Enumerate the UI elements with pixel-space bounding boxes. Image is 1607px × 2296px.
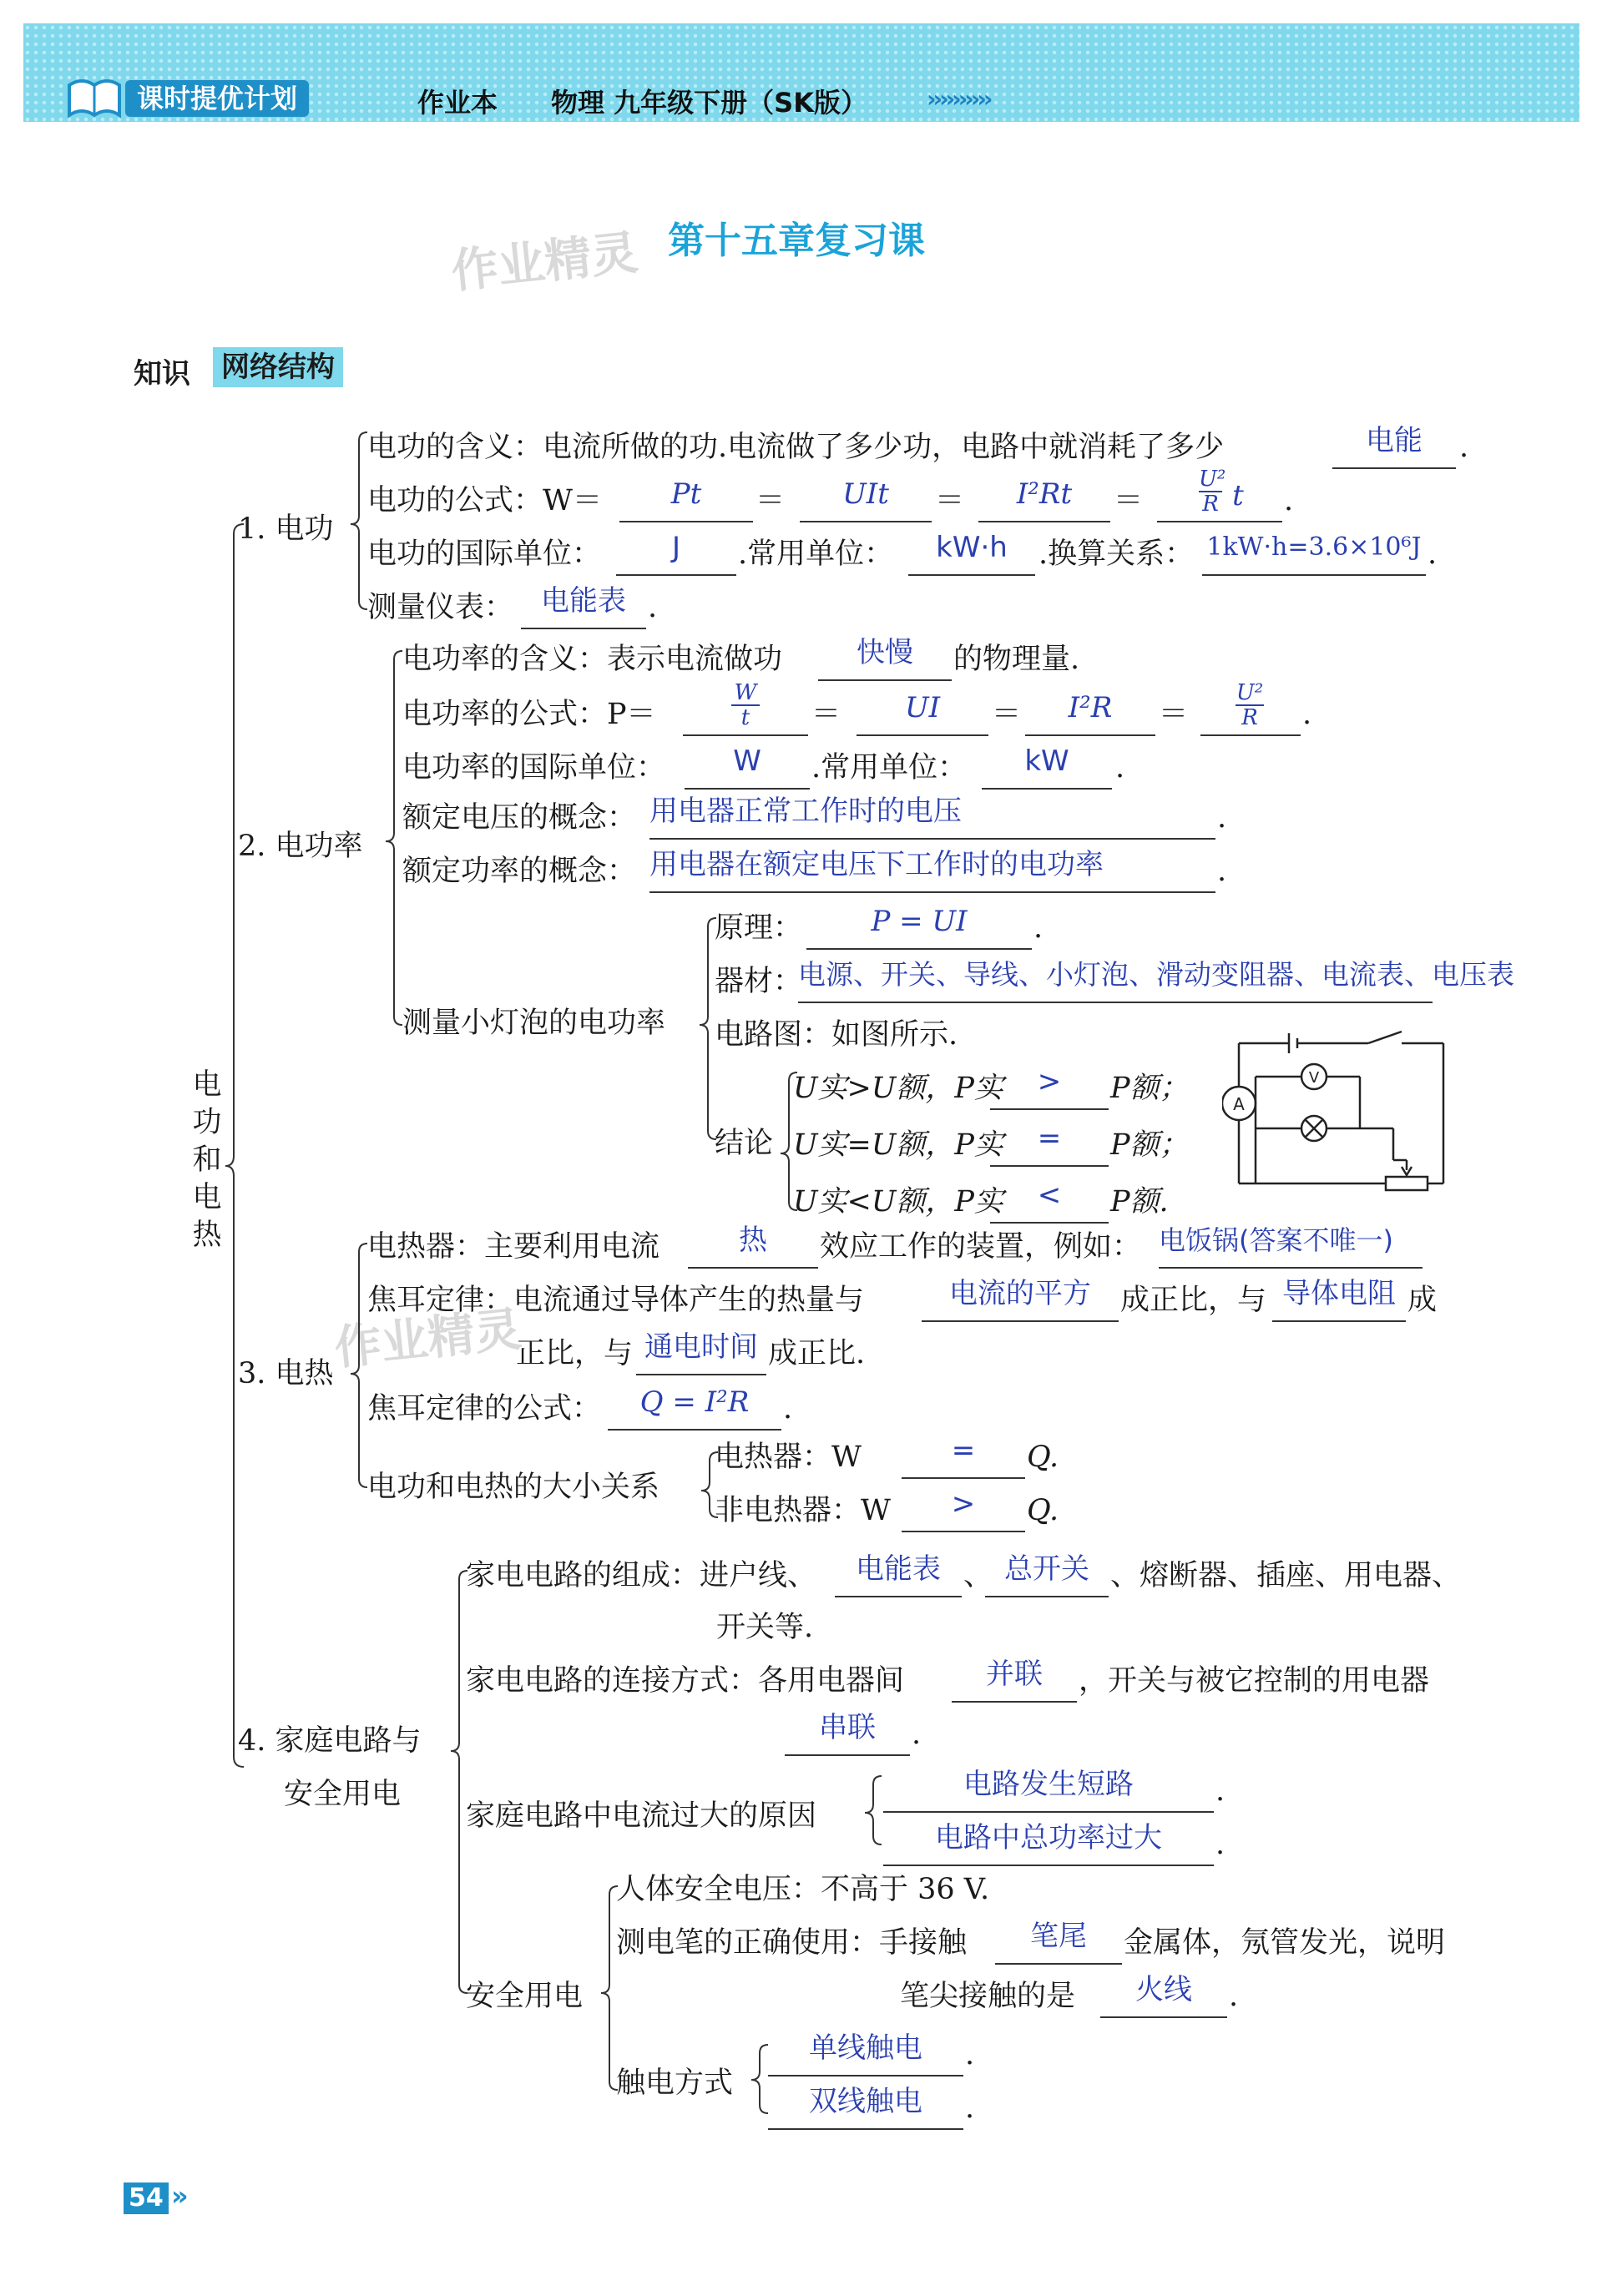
s1-f4-fraction [1199, 467, 1226, 517]
s2-principle: 原理： [715, 911, 803, 945]
s3-joule2: 正比，与 [516, 1337, 634, 1370]
s4-name2: 安全用电 [284, 1778, 402, 1811]
watermark-2: 作业精灵 [331, 1302, 524, 1376]
page-number: 54 [124, 2182, 169, 2214]
book-type: 作业本 [417, 87, 498, 119]
blank [978, 521, 1110, 522]
s2-diagram-label: 电路图：如图所示. [715, 1018, 958, 1052]
period: . [1302, 698, 1312, 731]
eq: ＝ [1114, 484, 1144, 517]
s2-rated-p: 额定功率的概念： [402, 855, 637, 888]
s1-meaning: 电功的含义：电流所做的功.电流做了多少功，电路中就消耗了多少 [367, 431, 1225, 464]
blank [1332, 467, 1456, 469]
s4-safe-voltage: 人体安全电压：不高于 36 V. [616, 1873, 990, 1906]
s3-heater-mid: 效应工作的装置，例如： [820, 1230, 1142, 1264]
section-badge: 网络结构 [213, 347, 343, 387]
s2-name: 2. 电功率 [238, 830, 363, 863]
blank [1202, 574, 1426, 576]
s3-heater: 电热器：主要利用电流 [367, 1230, 660, 1264]
s1-f4-t: t [1232, 479, 1244, 512]
s2-equipment-ans: 电源、开关、导线、小灯泡、滑动变阻器、电流表、电压表 [798, 958, 1514, 991]
blank [818, 679, 952, 681]
s2-unit-ans: W [733, 744, 761, 778]
s1-f1: Pt [670, 477, 702, 511]
s2-f2: UI [904, 691, 941, 724]
s2-rated-v: 额定电压的概念： [402, 801, 637, 835]
s2-f1-fraction [731, 681, 760, 729]
blank [785, 1754, 910, 1756]
s2-c2-ans: = [1037, 1122, 1062, 1155]
s3-r1-ans: = [951, 1434, 976, 1467]
blank [883, 1865, 1214, 1866]
s2-principle-ans: P = UI [871, 905, 968, 938]
s2-c1-ans: > [1037, 1065, 1062, 1098]
s2-common-ans: kW [1024, 744, 1069, 778]
blank [685, 788, 810, 790]
s4-comp: 家电电路的组成：进户线、 [466, 1559, 817, 1592]
s4-pen2: 笔尖接触的是 [900, 1980, 1076, 2013]
s2-f3: I²R [1068, 691, 1113, 724]
s2-c2-tail: P额； [1110, 1128, 1189, 1162]
s3-joule-formula: 焦耳定律的公式： [367, 1392, 602, 1426]
s2-conclusion-label: 结论 [715, 1127, 774, 1160]
blank [608, 1429, 781, 1431]
blank [1159, 1267, 1423, 1269]
s4-shock-a1: 单线触电 [809, 2031, 922, 2065]
s2-common: .常用单位： [811, 751, 968, 785]
numerator: U² [1199, 467, 1226, 492]
s4-over: 家庭电路中电流过大的原因 [466, 1799, 817, 1833]
numerator: U² [1236, 680, 1264, 705]
s1-convert-ans: 1kW·h=3.6×10⁶J [1206, 532, 1422, 562]
period: . [1459, 431, 1469, 464]
blank [619, 521, 753, 522]
blank [521, 628, 646, 629]
blank [883, 1811, 1214, 1813]
blank [688, 1267, 818, 1269]
blank [1200, 734, 1301, 736]
s1-formula: 电功的公式：W＝ [367, 484, 602, 517]
period: . [965, 2038, 975, 2071]
header-chevrons: ›››››››››› [927, 85, 990, 113]
s4-shock: 触电方式 [616, 2066, 734, 2100]
period: . [1033, 911, 1044, 945]
page-title: 第十五章复习课 [668, 220, 925, 262]
s1-convert: .换算关系： [1038, 537, 1195, 571]
s2-f4-fraction [1236, 681, 1264, 729]
s1-meaning-ans: 电能 [1366, 424, 1423, 457]
period: . [1217, 801, 1227, 835]
s2-c3-ans: < [1037, 1178, 1062, 1212]
blank [768, 2128, 963, 2130]
section-label: 知识 [134, 357, 190, 391]
period: . [965, 2092, 975, 2125]
s1-f2: UIt [842, 477, 889, 511]
s4-comp-tail: 、熔断器、插座、用电器、 [1110, 1559, 1462, 1592]
blank [952, 1701, 1077, 1703]
s2-rated-p-ans: 用电器在额定电压下工作时的电功率 [649, 848, 1104, 881]
s2-c3: U实<U额，P实 [793, 1185, 1003, 1219]
blank [857, 734, 988, 736]
s4-over-a2: 电路中总功率过大 [935, 1821, 1162, 1854]
period: . [1115, 751, 1125, 785]
s4-comp-a1: 电能表 [856, 1552, 941, 1586]
blank [995, 1963, 1122, 1965]
blank [908, 574, 1035, 576]
period: . [912, 1718, 922, 1751]
s1-unit: 电功的国际单位： [367, 537, 602, 571]
blank [636, 1374, 766, 1375]
s4-safe: 安全用电 [466, 1980, 584, 2013]
blank [902, 1477, 1025, 1479]
root-label: 电 功 和 电 热 [192, 1068, 222, 1252]
eq: ＝ [1159, 698, 1189, 731]
subject-grade: 物理 九年级下册（SK版） [551, 87, 867, 119]
s2-rated-v-ans: 用电器正常工作时的电压 [649, 795, 962, 828]
s2-c2: U实=U额，P实 [793, 1128, 1003, 1162]
s4-pen2-ans: 火线 [1135, 1973, 1192, 2006]
period: . [1215, 1774, 1225, 1808]
denominator: t [740, 705, 750, 730]
s3-heater-ex: 电饭锅(答案不唯一) [1159, 1224, 1393, 1256]
s3-joule: 焦耳定律：电流通过导体产生的热量与 [367, 1284, 865, 1317]
s2-formula: 电功率的公式：P＝ [402, 698, 656, 731]
s2-meaning-ans: 快慢 [857, 636, 913, 669]
period: . [1428, 537, 1438, 571]
s4-conn: 家电电路的连接方式：各用电器间 [466, 1664, 905, 1698]
blank [982, 788, 1112, 790]
blank [990, 1108, 1109, 1110]
s2-equipment: 器材： [715, 965, 803, 998]
s3-relation: 电功和电热的大小关系 [367, 1471, 660, 1504]
blank [835, 1596, 962, 1597]
s4-comp-a2: 总开关 [1004, 1552, 1089, 1586]
blank [768, 2075, 963, 2076]
s2-c1-tail: P额； [1110, 1072, 1189, 1105]
s3-joule-a2: 导体电阻 [1282, 1277, 1396, 1310]
s1-common-ans: kW·h [936, 531, 1008, 564]
s3-r2: 非电热器：W [715, 1494, 891, 1527]
blank [649, 891, 1215, 893]
page-chevron-icon: » [171, 2180, 184, 2212]
brand-label: 课时提优计划 [125, 80, 309, 117]
s3-joule-formula-ans: Q = I²R [639, 1385, 750, 1419]
s2-c1: U实>U额，P实 [793, 1072, 1003, 1105]
period: . [1215, 1828, 1225, 1861]
s2-meaning-tail: 的物理量. [953, 643, 1080, 676]
s1-common: .常用单位： [738, 537, 894, 571]
eq: ＝ [755, 484, 786, 517]
eq: ＝ [811, 698, 841, 731]
blank [616, 574, 736, 576]
s1-unit-ans: J [671, 531, 681, 564]
blank [800, 521, 932, 522]
s3-r1-tail: Q. [1027, 1441, 1059, 1474]
s4-pen: 测电笔的正确使用：手接触 [616, 1926, 968, 1960]
s3-r2-ans: > [951, 1487, 976, 1521]
s4-conn-ans: 并联 [986, 1658, 1043, 1691]
s1-f3: I²Rt [1016, 477, 1073, 511]
blank [806, 948, 1032, 950]
blank [1025, 734, 1155, 736]
s4-pen-tail: 金属体，氖管发光，说明 [1124, 1926, 1446, 1960]
s3-r2-tail: Q. [1027, 1494, 1059, 1527]
period: . [1229, 1980, 1239, 2013]
period: . [1217, 855, 1227, 888]
voltmeter-label: V [1308, 1069, 1320, 1087]
blank [985, 1596, 1109, 1597]
period: . [1284, 484, 1294, 517]
circuit-diagram [1222, 1027, 1464, 1206]
s4-pen-ans: 笔尾 [1030, 1920, 1087, 1953]
s3-name: 3. 电热 [238, 1357, 334, 1390]
s1-meter: 测量仪表： [367, 591, 514, 624]
s3-joule-a1: 电流的平方 [949, 1277, 1091, 1310]
eq: ＝ [992, 698, 1022, 731]
blank [649, 838, 1215, 840]
s2-unit: 电功率的国际单位： [402, 751, 666, 785]
denominator: R [1202, 492, 1219, 517]
eq: ＝ [935, 484, 965, 517]
blank [1100, 2016, 1227, 2018]
s4-over-a1: 电路发生短路 [963, 1768, 1134, 1801]
s3-joule-a3: 通电时间 [644, 1330, 758, 1364]
s4-name1: 4. 家庭电路与 [238, 1724, 422, 1758]
blank [922, 1320, 1119, 1322]
s3-heater-ans: 热 [739, 1224, 767, 1257]
denominator: R [1241, 705, 1258, 730]
s4-comp2: 开关等. [716, 1611, 814, 1644]
blank [990, 1222, 1109, 1224]
blank [683, 734, 808, 736]
s4-shock-a2: 双线触电 [809, 2085, 922, 2118]
numerator: W [731, 681, 760, 706]
period: . [648, 591, 658, 624]
s2-meaning: 电功率的含义：表示电流做功 [402, 643, 783, 676]
s3-joule-tail: 成 [1407, 1284, 1438, 1317]
s2-c3-tail: P额. [1110, 1185, 1169, 1219]
s4-conn-tail: ，开关与被它控制的用电器 [1079, 1664, 1430, 1698]
blank [990, 1165, 1109, 1167]
s3-r1: 电热器：W [715, 1441, 862, 1474]
sep: 、 [963, 1559, 993, 1592]
blank [1272, 1320, 1406, 1322]
watermark: 作业精灵 [448, 225, 641, 300]
ammeter-label: A [1233, 1094, 1245, 1114]
s3-joule-mid: 成正比，与 [1120, 1284, 1267, 1317]
blank [798, 1002, 1433, 1003]
blank [1157, 521, 1282, 522]
s1-meter-ans: 电能表 [541, 584, 626, 618]
s4-conn-ans2: 串联 [819, 1711, 876, 1744]
s2-measure: 测量小灯泡的电功率 [402, 1007, 666, 1040]
s3-joule2-tail: 成正比. [768, 1337, 866, 1370]
blank [902, 1531, 1025, 1532]
s1-name: 1. 电功 [238, 512, 334, 546]
period: . [783, 1392, 793, 1426]
